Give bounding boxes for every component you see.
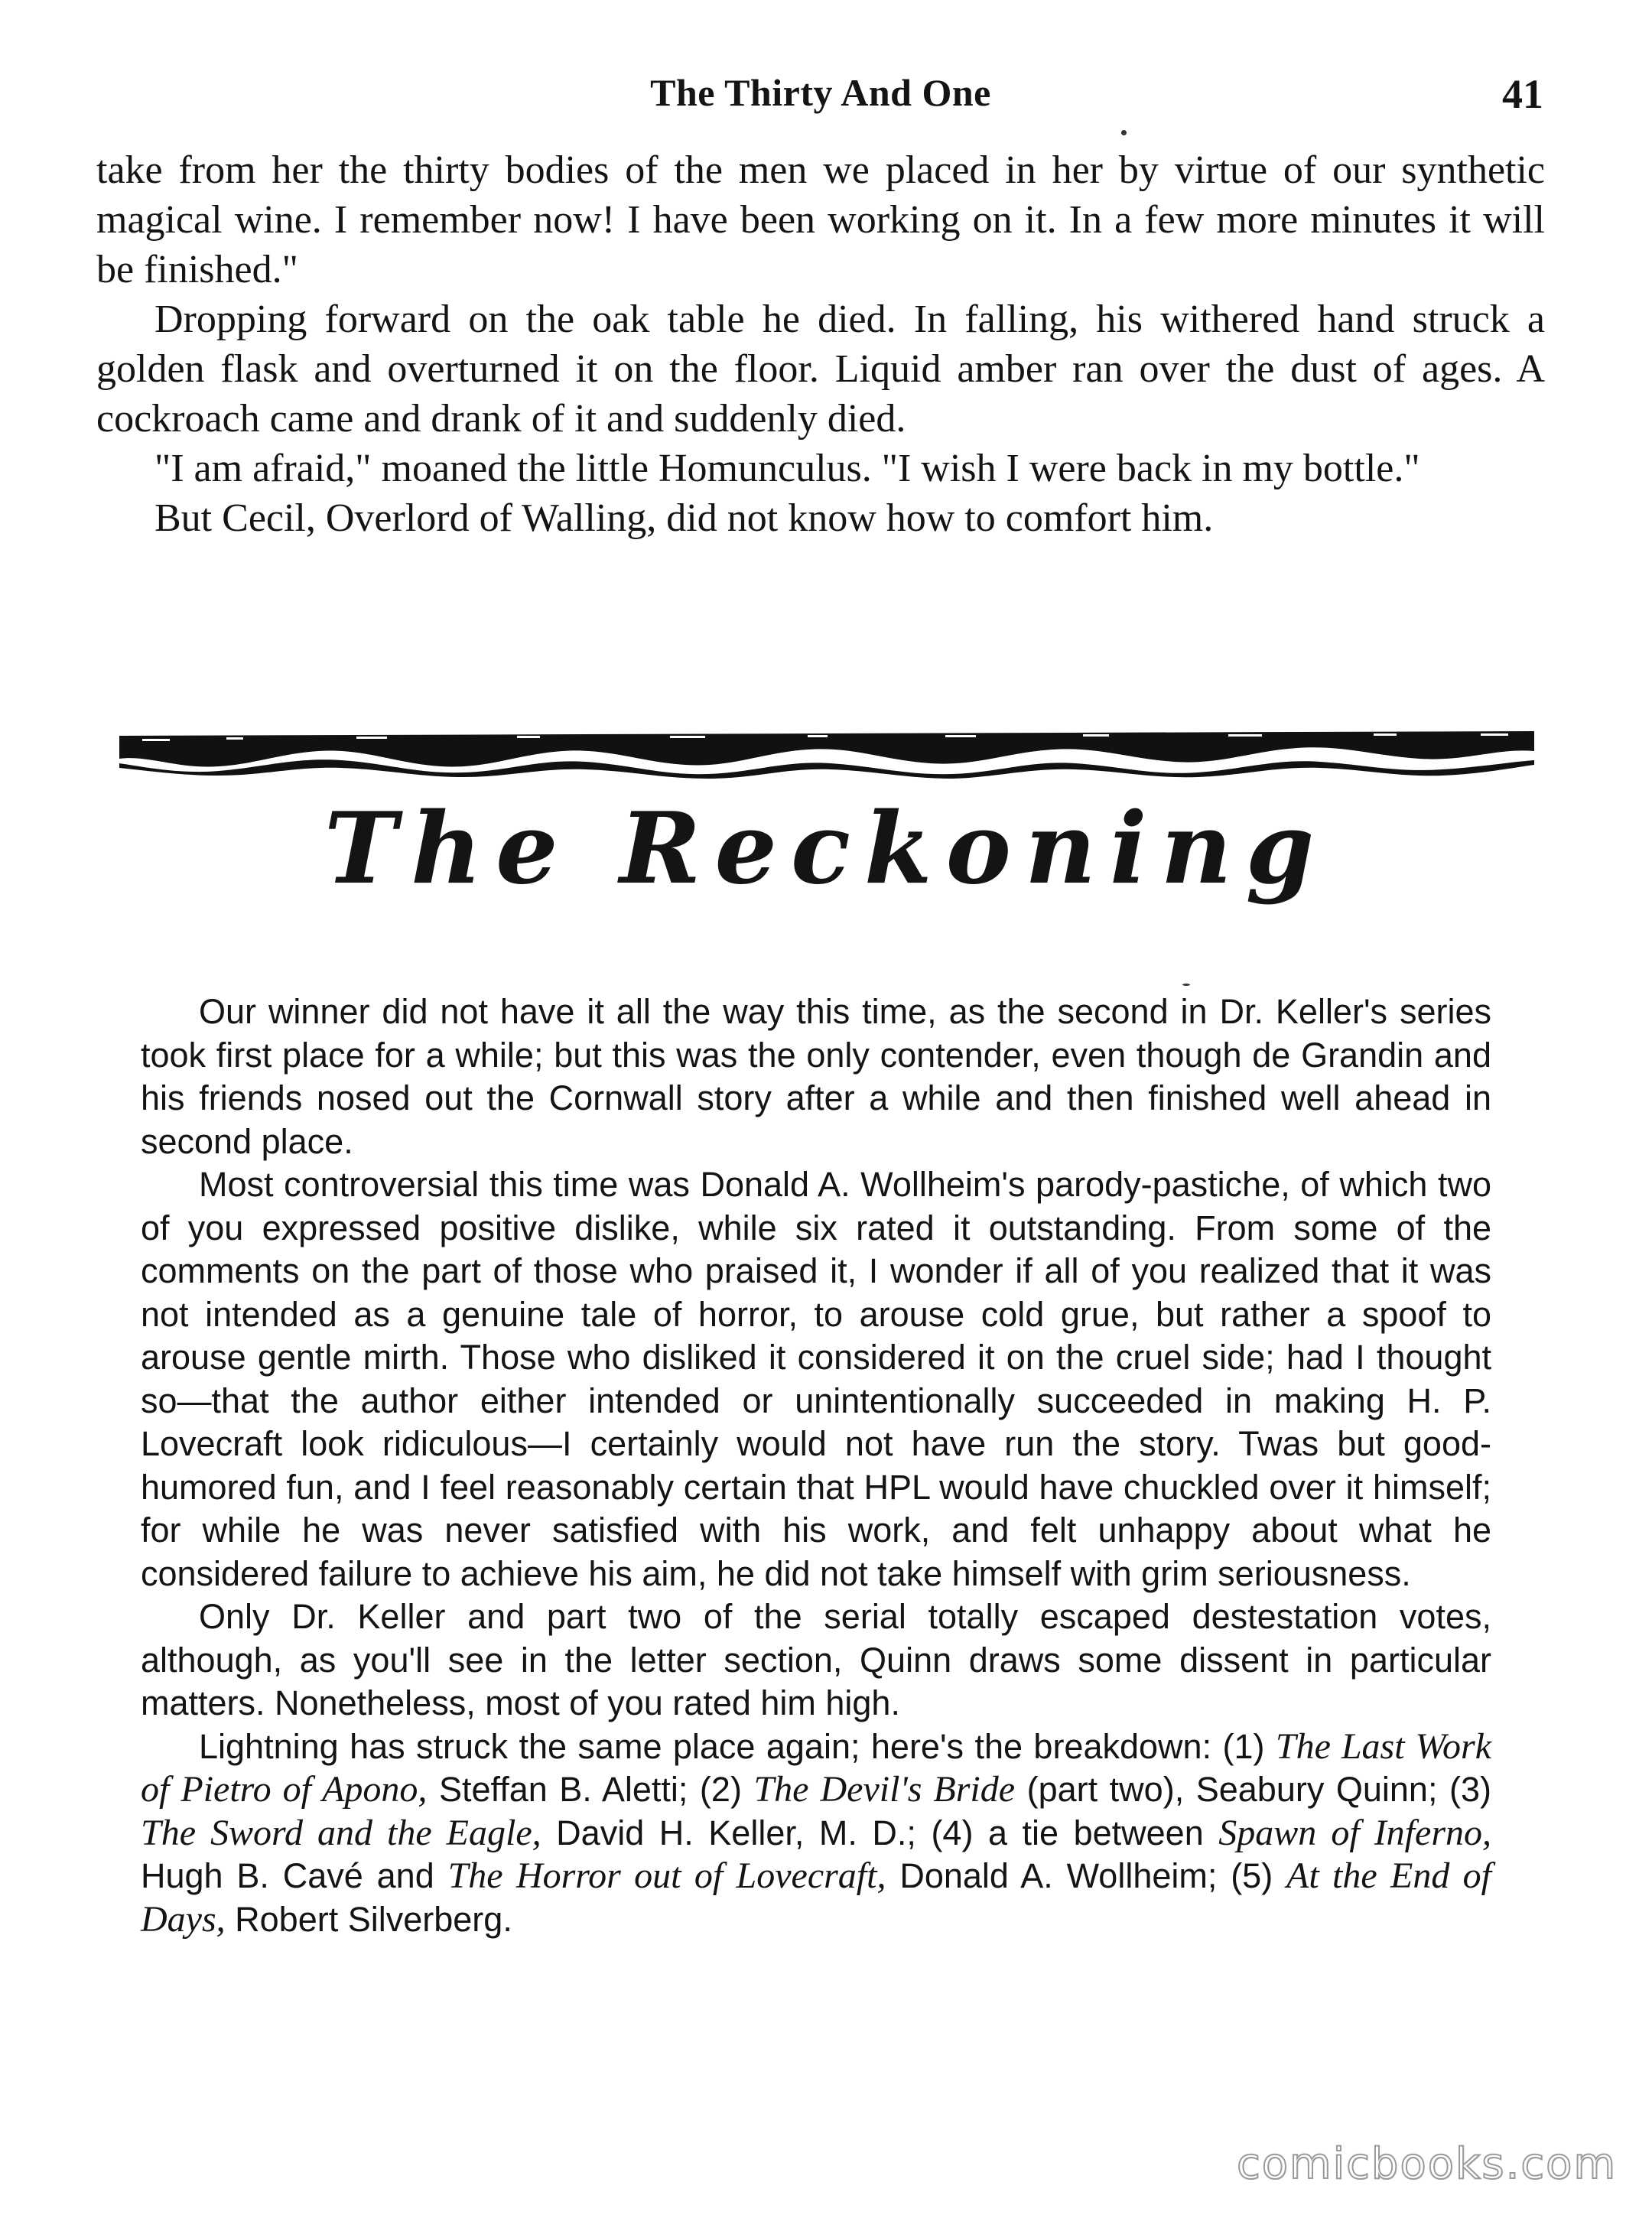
decorative-wavy-rule xyxy=(119,725,1534,779)
rank-text: Robert Silverberg. xyxy=(225,1899,512,1939)
print-speck xyxy=(1182,984,1190,986)
rank-text: Steffan B. Aletti; (2) xyxy=(427,1770,754,1809)
rank-text: Hugh B. Cavé and xyxy=(141,1856,448,1895)
reckoning-breakdown-paragraph xyxy=(141,1725,1491,1942)
story-paragraph: "I am afraid," moaned the little Homunculus. "I wish I were back in my bottle." xyxy=(154,447,1420,490)
reckoning-paragraph: Our winner did not have it all the way this time, as the second in Dr. Keller's series took first place for a while; but this was the only contender, even though de Grandin and his friends nosed out the Cornwall story after a while and then finished well ahead in second place. xyxy=(141,992,1491,1161)
story-title: The Sword and the Eagle, xyxy=(141,1812,541,1853)
rank-text: David H. Keller, M. D.; (4) a tie between xyxy=(541,1813,1219,1852)
story-title: The Horror out of Lovecraft, xyxy=(447,1855,886,1896)
page-number: 41 xyxy=(1502,71,1543,117)
story-paragraph: But Cecil, Overlord of Walling, did not know how to comfort him. xyxy=(154,496,1214,540)
print-speck xyxy=(1121,130,1127,135)
story-title: Spawn of Inferno, xyxy=(1218,1812,1491,1853)
running-title: The Thirty And One xyxy=(650,71,991,114)
section-title: The Reckoning xyxy=(324,792,1328,906)
running-header xyxy=(98,70,1543,132)
rank-text: (part two), Seabury Quinn; (3) xyxy=(1015,1770,1491,1809)
rank-text: Donald A. Wollheim; (5) xyxy=(886,1856,1287,1895)
rank-text: (1) xyxy=(1222,1726,1276,1766)
reckoning-paragraph: Most controversial this time was Donald A. Wollheim's parody-pastiche, of which two of you expressed positive dislike, while six rated it outstanding. From some of the comments on the part of those who praised it, I wonder if all of you realized that it was not intended as a genuine tale of horror, to arouse cold grue, but rather a spoof to arouse gentle mirth. Those who disliked it considered it on the cruel side; had I thought so—that the author either intended or unintentionally succeeded in making H. P. Lovecraft look ridiculous—I certainly would not have run the story. Twas but good-humored fun, and I feel reasonably certain that HPL would have chuckled over it himself; for while he was never satisfied with his work, and felt unhappy about what he considered failure to achieve his aim, he did not take himself with grim seriousness. xyxy=(141,1165,1491,1593)
watermark: comicbooks.com xyxy=(1236,2139,1617,2189)
reckoning-paragraph: Only Dr. Keller and part two of the serial totally escaped destestation votes, although, as you'll see in the letter section, Quinn draws some dissent in particular matters. Nonetheless, most of you rated him high. xyxy=(141,1597,1491,1722)
reckoning-column xyxy=(141,990,1491,1941)
story-title: At the End of Days, xyxy=(141,1855,1491,1940)
story-title: The Last Work of Pietro of Apono, xyxy=(141,1725,1492,1810)
story-continuation xyxy=(96,145,1545,543)
breakdown-intro: Lightning has struck the same place again; here's the breakdown: xyxy=(199,1726,1212,1766)
story-title: The Devil's Bride xyxy=(753,1769,1016,1810)
story-paragraph: take from her the thirty bodies of the men we placed in her by virtue of our synthetic magical wine. I remember now! I have been working on it. In a few more minutes it will be finished." xyxy=(96,148,1545,291)
story-paragraph: Dropping forward on the oak table he died. In falling, his withered hand struck a golden flask and overturned it on the floor. Liquid amber ran over the dust of ages. A cockroach came and drank of it and suddenly died. xyxy=(96,298,1545,441)
